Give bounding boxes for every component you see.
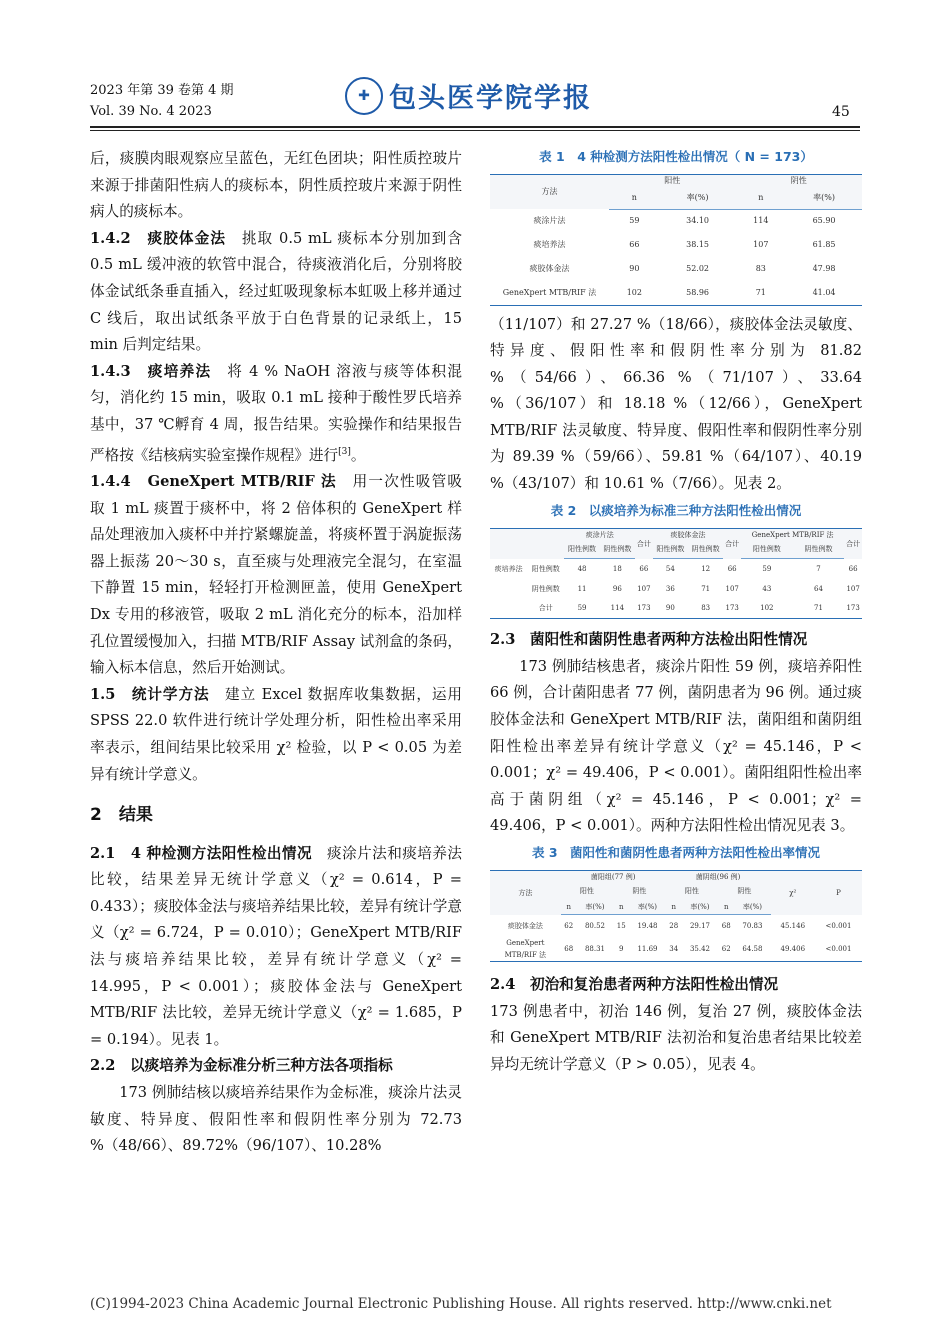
section-heading: 1.4.2 痰胶体金法 (90, 229, 227, 247)
table-cell: 107 (846, 584, 860, 593)
table-cell: GeneXpert MTB/RIF 法 (490, 937, 561, 962)
table-cell: 阴性例数 (531, 584, 560, 593)
table-cell: 64 (814, 584, 823, 593)
journal-logo (345, 76, 592, 115)
table-row (490, 579, 862, 599)
table-header: 阳性例数 (564, 541, 599, 559)
table-row (490, 281, 862, 305)
table-cell: 29.17 (689, 922, 710, 931)
table-cell: 88.31 (577, 937, 613, 962)
table-header: 率(%) (577, 899, 613, 915)
table-cell: 36 (665, 584, 675, 593)
table-cell: 9 (613, 937, 629, 962)
table-header: 方法 (518, 888, 533, 897)
section-heading: 1.5 统计学方法 (90, 685, 210, 703)
table-cell: 阳性例数 (531, 564, 560, 573)
table-cell: 173 (844, 599, 862, 619)
paragraph: （11/107）和 27.27 %（18/66），痰胶体金法灵敏度、特异度、假阳性率和假阴性率分别为 81.82 %（54/66）、66.36 %（71/107）、33.64 %（36/107）和 18.18 %（12/66），GeneXpert MTB/RIF 法灵敏度、特异度、假阳性率和假阴性率分别为 89.39 %（59/66）、59.81 %（64/107）、40.19 %（43/107）和 10.61 %（7/66）。见表 2。 (490, 315, 862, 493)
section-1-4-2 (90, 226, 462, 359)
table-cell: 34 (666, 937, 682, 962)
table-cell: 64.58 (734, 937, 770, 962)
table-cell: 45.146 (780, 921, 806, 930)
header-rule (90, 126, 860, 128)
section-1-4-4 (90, 469, 462, 682)
table-header: n (666, 899, 682, 915)
table-cell: 80.52 (584, 922, 606, 931)
table-header: 阳性 (664, 176, 681, 185)
section-heading: 1.4.3 痰培养法 (90, 362, 212, 380)
table-cell: 107 (637, 584, 651, 593)
section-1-4-3 (90, 359, 462, 469)
table-cell: 62 (564, 922, 574, 931)
table-header: 阴性例数 (600, 541, 635, 559)
table-cell: 96 (612, 584, 622, 593)
table-cell: 痰胶体金法 (529, 264, 570, 273)
table-header: n (561, 899, 577, 915)
table-cell: 71 (736, 281, 787, 305)
section-heading: 1.4.4 GeneXpert MTB/RIF 法 (90, 472, 337, 490)
table-header: n (609, 187, 660, 209)
table-cell: 62 (718, 937, 734, 962)
table-cell: 38.15 (686, 240, 710, 249)
section-2-1 (90, 841, 462, 1054)
table-row (490, 937, 862, 962)
table-cell: 90 (629, 264, 640, 273)
table-cell: 59 (629, 216, 640, 226)
table-header: χ² (789, 888, 797, 897)
table-cell: 54 (665, 564, 675, 573)
table-cell: 66 (727, 564, 737, 573)
header-rule-thin (90, 130, 860, 131)
table-cell: 114 (753, 216, 769, 226)
table-cell: 114 (600, 599, 635, 619)
issue-cn: 2023 年第 39 卷第 4 期 (90, 83, 234, 98)
table-header: 阴性例数 (793, 541, 845, 559)
table-cell: 102 (609, 281, 660, 305)
section-1-5 (90, 682, 462, 788)
table-cell: 83 (755, 264, 766, 273)
table-header: 率(%) (682, 899, 718, 915)
table-header: 痰涂片法 (585, 530, 614, 539)
table-cell: 59 (762, 564, 772, 573)
table-cell: 71 (701, 584, 711, 593)
table-header: 率(%) (629, 899, 665, 915)
table3-title: 表 3 菌阳性和菌阴性患者两种方法阳性检出率情况 (531, 844, 821, 860)
table-cell: 11 (577, 584, 587, 593)
table-cell: 47.98 (812, 264, 836, 273)
table-cell: 66 (848, 564, 858, 573)
section-body: 将 4 % NaOH 溶液与痰等体积混匀，消化约 15 min，吸取 0.1 mL 接种于酸性罗氏培养基中，37 ℃孵育 4 周，报告结果。实验操作和结果报告严格按《结核病实验室操作规程》进行 (90, 362, 463, 464)
table-header: 率(%) (660, 187, 736, 209)
journal-title: 包头医学院学报 (389, 83, 592, 114)
table-header: 菌阳组(77 例) (590, 872, 636, 881)
section-2-2-heading: 2.2 以痰培养为金标准分析三种方法各项指标 (90, 1057, 393, 1075)
right-column (490, 146, 862, 1078)
section-body-end: 。 (350, 446, 366, 464)
table-cell: 18 (612, 564, 622, 573)
section-2-3-body: 173 例肺结核患者，痰涂片阳性 59 例，痰培养阳性 66 例，合计菌阳患者 77 例，菌阴患者为 96 例。通过痰胶体金法和 GeneXpert MTB/RIF 法，菌阳组和菌阴组阳性检出率差异有统计学意义（χ² = 45.146，P < 0.001；χ² = 49.406，P < 0.001）。菌阳组阳性检出率高于菌阴组（χ² = 45.146，P < 0.001；χ² = 49.406，P < 0.001）。两种方法阳性检出情况见表 3。 (490, 657, 862, 835)
table-cell: 7 (816, 564, 821, 573)
table-header: 阴性 (790, 176, 807, 185)
table-row (490, 559, 862, 579)
table-cell: 59 (564, 599, 599, 619)
issue-en: Vol. 39 No. 4 2023 (90, 104, 212, 119)
section-2-2-body: 173 例肺结核以痰培养结果作为金标准，痰涂片法灵敏度、特异度、假阳性率和假阴性率分别为 72.73 %（48/66）、89.72%（96/107）、10.28% (90, 1084, 462, 1155)
section-body: 用一次性吸管吸取 1 mL 痰置于痰杯中，将 2 倍体积的 GeneXpert 样品处理液加入痰杯中并拧紧螺旋盖，将痰杯置于涡旋振荡器上振荡 20～30 s，直至痰与处理液完全混匀，在室温下静置 15 min，轻轻打开检测匣盖，使用 GeneXpert Dx 专用的移液管，吸取 2 mL 消化充分的标本，沿加样孔位置缓慢加入，扫描 MTB/RIF Assay 试剂盒的条码，输入标本信息，然后开始测试。 (90, 472, 462, 677)
table-cell: 83 (688, 599, 723, 619)
table-header: 阳性 (579, 886, 594, 895)
table-cell: 12 (701, 564, 711, 573)
table-header: 痰胶体金法 (670, 530, 706, 539)
running-header (90, 80, 234, 122)
table-cell: 41.04 (786, 281, 862, 305)
table-header: 阳性 (684, 886, 699, 895)
table-cell: 66 (629, 240, 640, 249)
table-cell: <0.001 (815, 937, 862, 962)
section-2-3-heading: 2.3 菌阳性和菌阴性患者两种方法检出阳性情况 (490, 631, 808, 649)
copyright-footer: (C)1994-2023 China Academic Journal Electronic Publishing House. All rights reserved. http://www.cnki.net (90, 1296, 832, 1312)
table-header: n (613, 899, 629, 915)
table-header: 方法 (541, 187, 558, 196)
table-cell: 70.83 (742, 922, 763, 931)
table-header: GeneXpert MTB/RIF 法 (751, 530, 834, 539)
table-cell: 49.406 (771, 937, 815, 962)
table-cell: 68 (721, 922, 731, 931)
table-cell: 痰培养法 (533, 240, 566, 249)
table-header: 率(%) (786, 187, 862, 209)
table-cell: 90 (653, 599, 688, 619)
table-cell: 65.90 (812, 216, 836, 226)
table-header: 阴性 (632, 886, 647, 895)
left-column (90, 146, 462, 1160)
table3 (490, 870, 862, 962)
table-header: 合计 (636, 539, 651, 548)
table-cell: 173 (723, 599, 741, 619)
section-heading: 2.1 4 种检测方法阳性检出情况 (90, 844, 313, 862)
results-heading: 2 结果 (90, 805, 153, 826)
table-cell: 173 (635, 599, 653, 619)
table-header: 阳性例数 (741, 541, 793, 559)
table-cell: 66 (639, 564, 649, 573)
table-cell: 52.02 (686, 264, 710, 273)
table-row (490, 599, 862, 619)
table-cell: 48 (577, 564, 587, 573)
table-row (490, 233, 862, 257)
section-body: 痰涂片法和痰培养法比较，结果差异无统计学意义（χ² = 0.614，P = 0.433）；痰胶体金法与痰培养结果比较，差异有统计学意义（χ² = 6.724，P = 0.010）；GeneXpert MTB/RIF 法与痰培养结果比较，差异有统计学意义（χ² = 14.995，P < 0.001）；痰胶体金法与 GeneXpert MTB/RIF 法比较，差异无统计学意义（χ² = 1.685，P = 0.194）。见表 1。 (90, 844, 462, 1048)
table-header: P (836, 888, 841, 897)
page-number: 45 (832, 104, 850, 120)
section-2-4-heading: 2.4 初治和复治患者两种方法阳性检出情况 (490, 975, 779, 993)
table-cell: 痰涂片法 (533, 216, 566, 225)
table-row (490, 915, 862, 937)
table-header: 菌阴组(96 例) (695, 872, 741, 881)
table-cell: 28 (669, 922, 679, 931)
table-cell: 58.96 (660, 281, 736, 305)
reference-mark: [3] (338, 446, 351, 457)
table2 (490, 528, 862, 620)
table-cell: 43 (762, 584, 772, 593)
table-cell: 34.10 (686, 216, 710, 226)
table-cell: 68 (561, 937, 577, 962)
table-cell: 102 (741, 599, 793, 619)
table-header: n (736, 187, 787, 209)
table-cell: 35.42 (682, 937, 718, 962)
table-stub: 痰培养法 (494, 564, 523, 573)
section-2-4-body: 173 例患者中，初治 146 例，复治 27 例，痰胶体金法和 GeneXpert MTB/RIF 法初治和复治患者结果比较差异均无统计学意义（P > 0.05），见表 4。 (490, 1002, 862, 1073)
table-header: 阴性例数 (688, 541, 723, 559)
table-cell: 107 (753, 240, 769, 249)
table-cell: 11.69 (629, 937, 665, 962)
table-header: 率(%) (734, 899, 770, 915)
section-body: 建立 Excel 数据库收集数据，运用 SPSS 22.0 软件进行统计学处理分析，阳性检出率采用率表示，组间结果比较采用 χ² 检验，以 P < 0.05 为差异有统计学意义。 (90, 685, 462, 783)
table-header: 阴性 (737, 886, 752, 895)
table2-title: 表 2 以痰培养为标准三种方法阳性检出情况 (550, 502, 802, 518)
table-cell: <0.001 (825, 921, 852, 930)
table1 (490, 174, 862, 306)
table-cell: 合计 (527, 599, 564, 619)
section-body: 挑取 0.5 mL 痰标本分别加到含 0.5 mL 缓冲液的软管中混合，待痰液消化后，分别将胶体金试纸条垂直插入，经过虹吸现象标本虹吸上移并通过 C 线后，取出试纸条平放于白色背景的记录纸上，15 min 后判定结果。 (90, 229, 462, 354)
table1-title: 表 1 4 种检测方法阳性检出情况（ N = 173） (539, 149, 813, 164)
table-header: 合计 (725, 539, 740, 548)
table-header: n (718, 899, 734, 915)
table-cell: GeneXpert MTB/RIF 法 (490, 281, 609, 305)
table-row (490, 209, 862, 233)
table-cell: 痰胶体金法 (507, 921, 543, 930)
table-cell: 71 (793, 599, 845, 619)
table-cell: 19.48 (637, 922, 658, 931)
table-header: 阳性例数 (653, 541, 688, 559)
journal-seal-icon: ✚ (345, 77, 383, 115)
table-cell: 61.85 (812, 240, 836, 249)
table-cell: 15 (616, 922, 626, 931)
table-cell: 107 (725, 584, 739, 593)
table-header: 合计 (846, 539, 861, 548)
paragraph: 后，痰膜肉眼观察应呈蓝色，无红色团块；阳性质控玻片来源于排菌阳性病人的痰标本，阴性质控玻片来源于阴性病人的痰标本。 (90, 150, 462, 221)
table-row (490, 257, 862, 281)
